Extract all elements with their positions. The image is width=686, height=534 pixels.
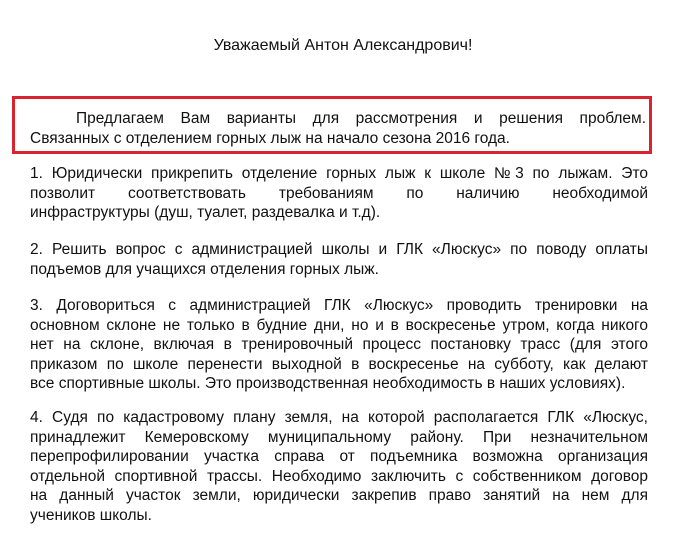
item-2-paragraph — [30, 240, 648, 279]
item-line: 3. Договориться с администрацией ГЛК «Люскус» проводить тренировки на — [30, 297, 648, 314]
item-line: учеников школы. — [30, 506, 152, 524]
item-line: 4. Судя по кадастровому плану земля, на которой располагается ГЛК «Люскус, — [30, 409, 648, 426]
intro-line: Связанных с отделением горных лыж на начало сезона 2016 года. — [30, 129, 510, 147]
item-line: основном склоне не только в будние дни, но и в воскресенье утром, когда никого — [30, 316, 648, 334]
item-line: 1. Юридически прикрепить отделение горных лыж к школе №3 по лыжам. Это — [30, 165, 648, 182]
item-line: позволит соответствовать требованиям по наличию необходимой — [30, 184, 648, 202]
item-line: отдельной спортивной трассы. Необходимо заключить с собственником договор — [30, 467, 648, 485]
item-line: перепрофилировании участка справа от подъемника возможна организация — [30, 448, 648, 465]
item-line: все спортивные школы. Это производственная необходимость в наших условиях). — [30, 375, 626, 392]
intro-paragraph — [30, 109, 646, 148]
item-4-paragraph — [30, 408, 648, 525]
item-line: приказом по школе перенести выходной в воскресенье на субботу, как делают — [30, 355, 648, 373]
item-1-paragraph — [30, 164, 648, 223]
item-line: подъемов для учащихся отделения горных лыж. — [30, 260, 379, 278]
greeting-heading: Уважаемый Антон Александрович! — [213, 37, 473, 54]
item-line: нет на склоне, включая в тренировочный процесс постановку трасс (для этого — [30, 336, 648, 353]
item-line: инфраструктуры (душ, туалет, раздевалка и т.д). — [30, 204, 381, 221]
item-3-paragraph — [30, 296, 648, 394]
item-line: принадлежит Кемеровскому муниципальному району. При незначительном — [30, 428, 648, 446]
item-line: на данный участок земли, юридически закрепив право занятий на нем для — [30, 487, 648, 504]
intro-line: Предлагаем Вам варианты для рассмотрения и решения проблем. — [76, 110, 646, 127]
item-line: 2. Решить вопрос с администрацией школы и ГЛК «Люскус» по поводу оплаты — [30, 241, 648, 258]
